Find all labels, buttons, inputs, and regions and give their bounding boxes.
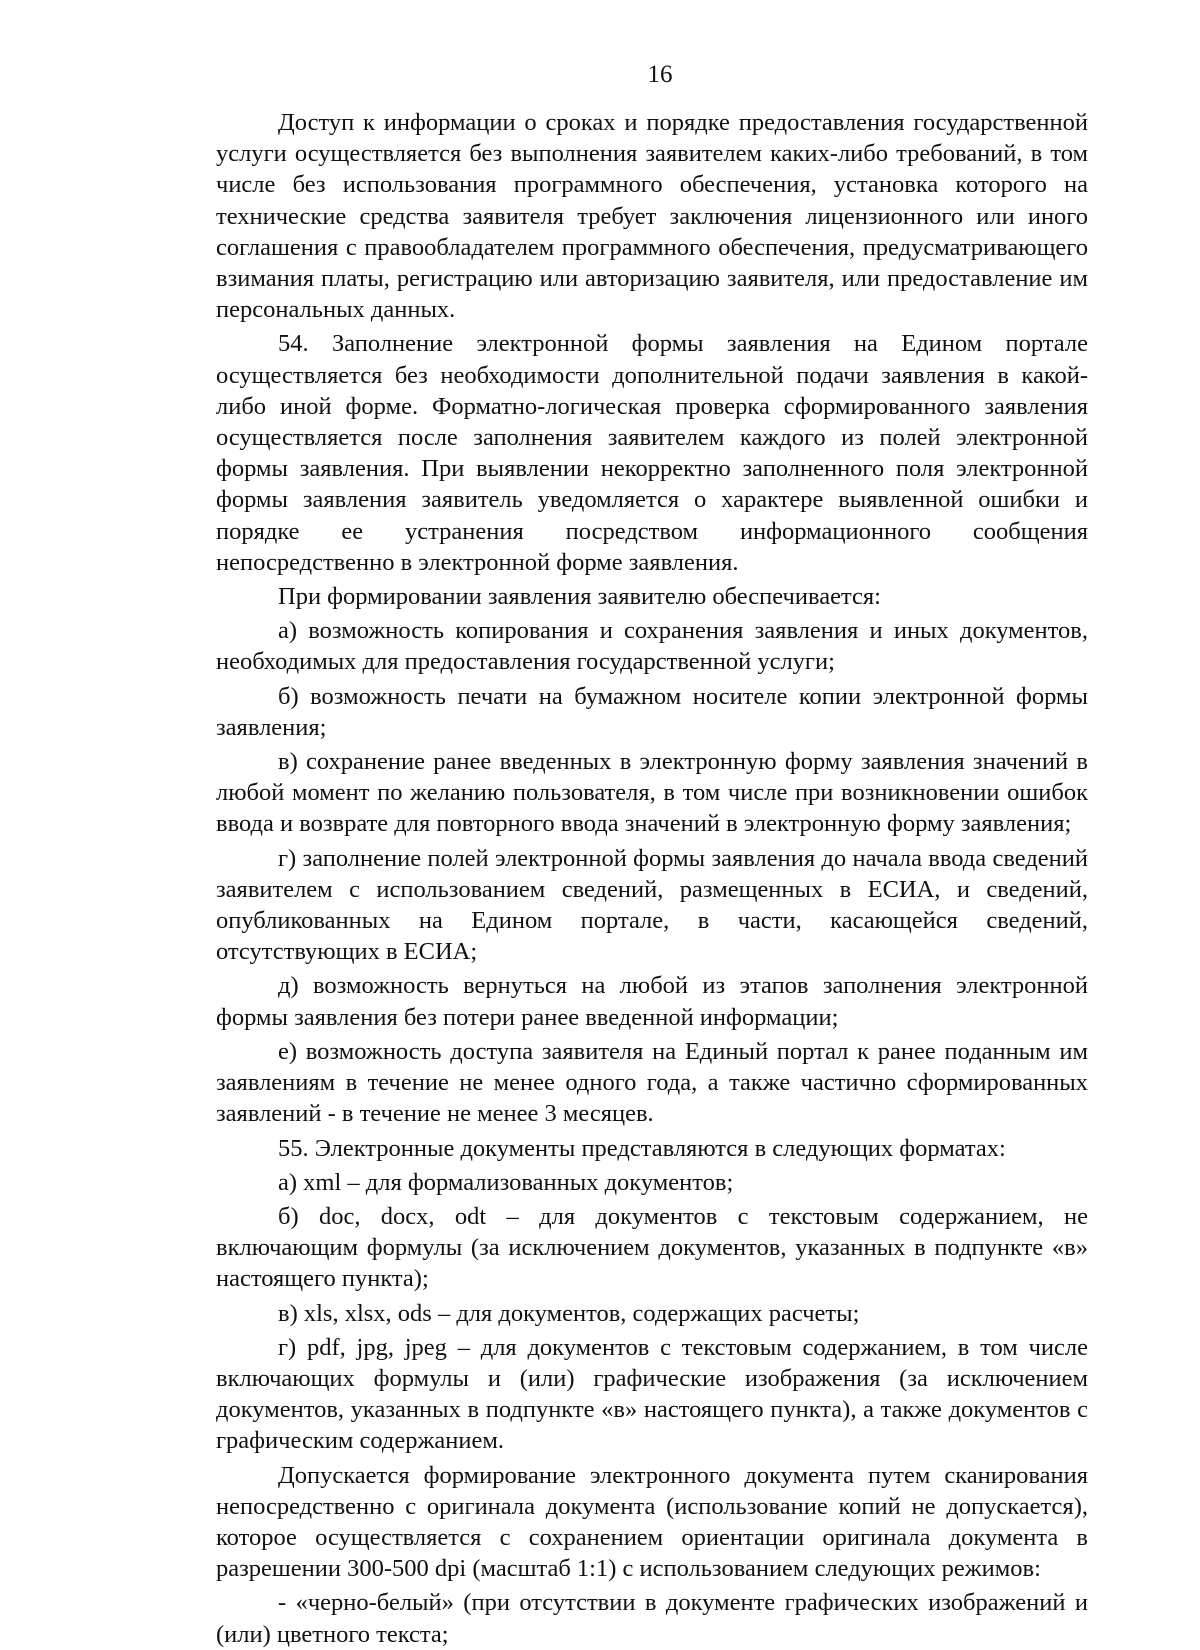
paragraph-form-provides: При формировании заявления заявителю обеспечивается: — [278, 583, 881, 611]
format-item-b: б) doc, docx, odt – для документов с текстовым содержанием, не включающим формулы (за исключением документов, указанных в подпункте «в» настоящего пункта); — [216, 1202, 1088, 1293]
paragraph-scanning: Допускается формирование электронного документа путем сканирования непосредственно с оригинала документа (использование копий не допускается), которое осуществляется с сохранением ориентации оригинала документа в разрешении 300-500 dpi (масштаб 1:1) с использованием следующих режимов: — [216, 1461, 1088, 1583]
format-item-v: в) xls, xlsx, ods – для документов, содержащих расчеты; — [278, 1299, 860, 1327]
list-item-g: г) заполнение полей электронной формы заявления до начала ввода сведений заявителем с использованием сведений, размещенных в ЕСИА, и сведений, опубликованных на Едином портале, в части, касающейся сведений, отсутствующих в ЕСИА; — [216, 844, 1088, 966]
paragraph-54: 54. Заполнение электронной формы заявления на Едином портале осуществляется без необходимости дополнительной подачи заявления в какой-либо иной форме. Форматно-логическая проверка сформированного заявления осуществляется после заполнения заявителем каждого из полей электронной формы заявления. При выявлении некорректно заполненного поля электронной формы заявления заявитель уведомляется о характере выявленной ошибки и порядке ее устранения посредством информационного сообщения непосредственно в электронной форме заявления. — [216, 330, 1088, 576]
paragraph-55: 55. Электронные документы представляются в следующих форматах: — [278, 1134, 1006, 1162]
format-item-g: г) pdf, jpg, jpeg – для документов с текстовым содержанием, в том числе включающих формулы и (или) графические изображения (за исключением документов, указанных в подпункте «в» настоящего пункта), а также документов с графическим содержанием. — [216, 1333, 1088, 1455]
list-item-v: в) сохранение ранее введенных в электронную форму заявления значений в любой момент по желанию пользователя, в том числе при возникновении ошибок ввода и возврате для повторного ввода значений в электронную форму заявления; — [216, 748, 1088, 838]
page-number: 16 — [647, 61, 673, 88]
list-item-d: д) возможность вернуться на любой из этапов заполнения электронной формы заявления без потери ранее введенной информации; — [216, 972, 1088, 1031]
format-item-a: а) xml – для формализованных документов; — [278, 1168, 734, 1196]
paragraph-access-info: Доступ к информации о сроках и порядке предоставления государственной услуги осуществляется без выполнения заявителем каких-либо требований, в том числе без использования программного обеспечения, установка которого на технические средства заявителя требует заключения лицензионного или иного соглашения с правообладателем программного обеспечения, предусматривающего взимания платы, регистрацию или авторизацию заявителя, или предоставление им персональных данных. — [216, 109, 1088, 324]
document-body — [216, 107, 1088, 1650]
list-item-a: а) возможность копирования и сохранения заявления и иных документов, необходимых для предоставления государственной услуги; — [216, 617, 1088, 676]
scan-mode-bw: - «черно-белый» (при отсутствии в документе графических изображений и (или) цветного текста; — [216, 1589, 1088, 1648]
list-item-e: е) возможность доступа заявителя на Единый портал к ранее поданным им заявлениям в течение не менее одного года, а также частично сформированных заявлений - в течение не менее 3 месяцев. — [216, 1037, 1088, 1128]
list-item-b: б) возможность печати на бумажном носителе копии электронной формы заявления; — [216, 682, 1088, 741]
